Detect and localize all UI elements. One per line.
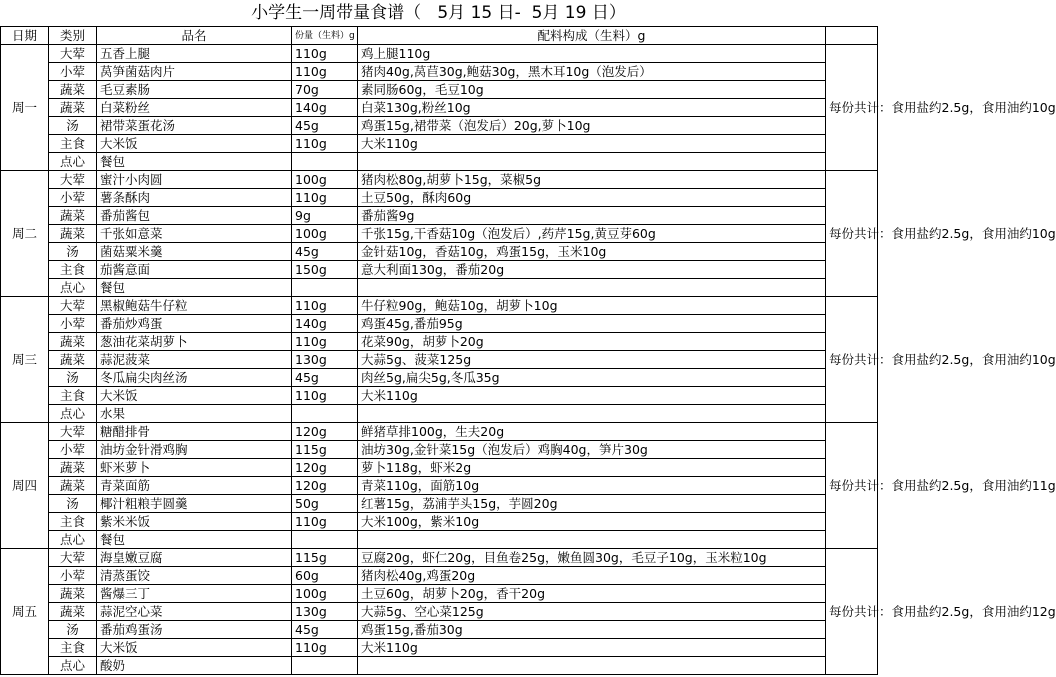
dish-cell: 虾米萝卜 xyxy=(97,459,292,477)
table-row xyxy=(1,351,878,369)
table-row xyxy=(1,567,878,585)
category-cell: 蔬菜 xyxy=(49,459,97,477)
ingredients-cell: 红薯15g，荔浦芋头15g，芋圆20g xyxy=(358,495,826,513)
category-cell: 主食 xyxy=(49,387,97,405)
table-row xyxy=(1,549,878,567)
category-cell: 汤 xyxy=(49,369,97,387)
amount-cell xyxy=(292,279,358,297)
table-row xyxy=(1,477,878,495)
amount-cell xyxy=(292,153,358,171)
ingredients-cell: 大蒜5g、菠菜125g xyxy=(358,351,826,369)
table-row xyxy=(1,603,878,621)
amount-cell: 45g xyxy=(292,369,358,387)
header-amount: 份量（生料）g xyxy=(292,27,358,45)
table-row xyxy=(1,405,878,423)
menu-title: 小学生一周带量食谱（ 5月 15 日- 5月 19 日） xyxy=(251,3,626,23)
category-cell: 大荤 xyxy=(49,549,97,567)
table-row xyxy=(1,657,878,675)
dish-cell: 莴笋菌菇肉片 xyxy=(97,63,292,81)
table-row xyxy=(1,45,878,63)
amount-cell: 100g xyxy=(292,585,358,603)
ingredients-cell: 鲜猪草排100g，生夫20g xyxy=(358,423,826,441)
category-cell: 小荤 xyxy=(49,441,97,459)
dish-cell: 蜜汁小肉圆 xyxy=(97,171,292,189)
dish-cell: 海皇嫩豆腐 xyxy=(97,549,292,567)
ingredients-cell: 萝卜118g，虾米2g xyxy=(358,459,826,477)
category-cell: 小荤 xyxy=(49,63,97,81)
category-cell: 点心 xyxy=(49,657,97,675)
ingredients-cell: 意大利面130g，番茄20g xyxy=(358,261,826,279)
ingredients-cell xyxy=(358,531,826,549)
amount-cell xyxy=(292,531,358,549)
amount-cell: 100g xyxy=(292,171,358,189)
dish-cell: 五香上腿 xyxy=(97,45,292,63)
ingredients-cell: 大米110g xyxy=(358,135,826,153)
table-row xyxy=(1,81,878,99)
table-row xyxy=(1,117,878,135)
category-cell: 大荤 xyxy=(49,423,97,441)
category-cell: 汤 xyxy=(49,117,97,135)
ingredients-cell: 土豆60g，胡萝卜20g，香干20g xyxy=(358,585,826,603)
table-row xyxy=(1,189,878,207)
nutrition-note: 每份共计：食用盐约2.5g，食用油约10g xyxy=(826,297,878,423)
category-cell: 大荤 xyxy=(49,171,97,189)
table-row xyxy=(1,369,878,387)
amount-cell: 100g xyxy=(292,225,358,243)
amount-cell: 110g xyxy=(292,333,358,351)
table-row xyxy=(1,333,878,351)
category-cell: 蔬菜 xyxy=(49,81,97,99)
ingredients-cell: 猪肉40g,莴苣30g,鲍菇30g，黑木耳10g（泡发后） xyxy=(358,63,826,81)
nutrition-note: 每份共计：食用盐约2.5g，食用油约10g xyxy=(826,171,878,297)
amount-cell: 110g xyxy=(292,639,358,657)
table-row xyxy=(1,225,878,243)
dish-cell: 餐包 xyxy=(97,279,292,297)
table-row xyxy=(1,153,878,171)
dish-cell: 番茄炒鸡蛋 xyxy=(97,315,292,333)
table-row xyxy=(1,513,878,531)
category-cell: 小荤 xyxy=(49,315,97,333)
dish-cell: 大米饭 xyxy=(97,387,292,405)
ingredients-cell: 鸡蛋15g,裙带菜（泡发后）20g,萝卜10g xyxy=(358,117,826,135)
amount-cell: 140g xyxy=(292,99,358,117)
ingredients-cell: 大米110g xyxy=(358,639,826,657)
ingredients-cell: 肉丝5g,扁尖5g,冬瓜35g xyxy=(358,369,826,387)
ingredients-cell xyxy=(358,405,826,423)
table-row xyxy=(1,621,878,639)
nutrition-note: 每份共计：食用盐约2.5g，食用油约12g xyxy=(826,549,878,675)
table-row xyxy=(1,459,878,477)
dish-cell: 黑椒鲍菇牛仔粒 xyxy=(97,297,292,315)
category-cell: 点心 xyxy=(49,153,97,171)
dish-cell: 白菜粉丝 xyxy=(97,99,292,117)
day-cell: 周二 xyxy=(1,171,49,297)
table-row xyxy=(1,585,878,603)
amount-cell: 120g xyxy=(292,423,358,441)
ingredients-cell: 鸡蛋15g,番茄30g xyxy=(358,621,826,639)
amount-cell: 140g xyxy=(292,315,358,333)
category-cell: 点心 xyxy=(49,405,97,423)
category-cell: 点心 xyxy=(49,279,97,297)
ingredients-cell xyxy=(358,153,826,171)
day-cell: 周五 xyxy=(1,549,49,675)
amount-cell: 120g xyxy=(292,477,358,495)
dish-cell: 大米饭 xyxy=(97,639,292,657)
amount-cell: 110g xyxy=(292,45,358,63)
amount-cell: 70g xyxy=(292,81,358,99)
amount-cell: 120g xyxy=(292,459,358,477)
category-cell: 蔬菜 xyxy=(49,207,97,225)
ingredients-cell xyxy=(358,279,826,297)
dish-cell: 千张如意菜 xyxy=(97,225,292,243)
dish-cell: 裙带菜蛋花汤 xyxy=(97,117,292,135)
table-row xyxy=(1,171,878,189)
nutrition-note: 每份共计：食用盐约2.5g，食用油约11g xyxy=(826,423,878,549)
ingredients-cell: 大米110g xyxy=(358,387,826,405)
dish-cell: 水果 xyxy=(97,405,292,423)
header-category: 类别 xyxy=(49,27,97,45)
ingredients-cell: 大蒜5g、空心菜125g xyxy=(358,603,826,621)
dish-cell: 紫米米饭 xyxy=(97,513,292,531)
amount-cell xyxy=(292,405,358,423)
menu-table xyxy=(0,26,1056,675)
category-cell: 小荤 xyxy=(49,567,97,585)
amount-cell: 115g xyxy=(292,441,358,459)
dish-cell: 茄酱意面 xyxy=(97,261,292,279)
dish-cell: 酸奶 xyxy=(97,657,292,675)
category-cell: 主食 xyxy=(49,513,97,531)
table-row xyxy=(1,261,878,279)
amount-cell: 50g xyxy=(292,495,358,513)
table-row xyxy=(1,495,878,513)
dish-cell: 青菜面筋 xyxy=(97,477,292,495)
ingredients-cell: 土豆50g，酥肉60g xyxy=(358,189,826,207)
category-cell: 汤 xyxy=(49,243,97,261)
table-row xyxy=(1,423,878,441)
dish-cell: 清蒸蛋饺 xyxy=(97,567,292,585)
category-cell: 大荤 xyxy=(49,297,97,315)
amount-cell: 45g xyxy=(292,243,358,261)
amount-cell: 9g xyxy=(292,207,358,225)
amount-cell: 115g xyxy=(292,549,358,567)
day-cell: 周四 xyxy=(1,423,49,549)
ingredients-cell: 金针菇10g，香菇10g，鸡蛋15g，玉米10g xyxy=(358,243,826,261)
header-day: 日期 xyxy=(1,27,49,45)
ingredients-cell: 番茄酱9g xyxy=(358,207,826,225)
category-cell: 汤 xyxy=(49,495,97,513)
table-row xyxy=(1,315,878,333)
table-row xyxy=(1,63,878,81)
category-cell: 主食 xyxy=(49,135,97,153)
day-cell: 周三 xyxy=(1,297,49,423)
dish-cell: 蒜泥空心菜 xyxy=(97,603,292,621)
dish-cell: 葱油花菜胡萝卜 xyxy=(97,333,292,351)
amount-cell: 60g xyxy=(292,567,358,585)
category-cell: 主食 xyxy=(49,261,97,279)
amount-cell: 150g xyxy=(292,261,358,279)
dish-cell: 冬瓜扁尖肉丝汤 xyxy=(97,369,292,387)
dish-cell: 菌菇粟米羹 xyxy=(97,243,292,261)
category-cell: 蔬菜 xyxy=(49,225,97,243)
amount-cell: 130g xyxy=(292,351,358,369)
amount-cell: 130g xyxy=(292,603,358,621)
amount-cell: 110g xyxy=(292,387,358,405)
dish-cell: 餐包 xyxy=(97,531,292,549)
dish-cell: 大米饭 xyxy=(97,135,292,153)
table-row xyxy=(1,135,878,153)
header-ingredients: 配料构成（生料）g xyxy=(358,27,826,45)
amount-cell: 110g xyxy=(292,135,358,153)
ingredients-cell: 白菜130g,粉丝10g xyxy=(358,99,826,117)
day-cell: 周一 xyxy=(1,45,49,171)
header-note xyxy=(826,27,878,45)
ingredients-cell: 鸡蛋45g,番茄95g xyxy=(358,315,826,333)
ingredients-cell: 豆腐20g，虾仁20g，目鱼卷25g，嫩鱼圆30g，毛豆子10g，玉米粒10g xyxy=(358,549,826,567)
category-cell: 蔬菜 xyxy=(49,333,97,351)
category-cell: 蔬菜 xyxy=(49,477,97,495)
table-row xyxy=(1,441,878,459)
ingredients-cell: 青菜110g，面筋10g xyxy=(358,477,826,495)
category-cell: 主食 xyxy=(49,639,97,657)
table-row xyxy=(1,207,878,225)
dish-cell: 毛豆素肠 xyxy=(97,81,292,99)
table-row xyxy=(1,279,878,297)
table-row xyxy=(1,387,878,405)
category-cell: 蔬菜 xyxy=(49,351,97,369)
amount-cell: 110g xyxy=(292,297,358,315)
ingredients-cell: 牛仔粒90g，鲍菇10g，胡萝卜10g xyxy=(358,297,826,315)
amount-cell: 45g xyxy=(292,621,358,639)
category-cell: 大荤 xyxy=(49,45,97,63)
amount-cell: 45g xyxy=(292,117,358,135)
category-cell: 蔬菜 xyxy=(49,585,97,603)
dish-cell: 薯条酥肉 xyxy=(97,189,292,207)
category-cell: 小荤 xyxy=(49,189,97,207)
category-cell: 蔬菜 xyxy=(49,603,97,621)
table-row xyxy=(1,99,878,117)
ingredients-cell: 素同肠60g，毛豆10g xyxy=(358,81,826,99)
dish-cell: 酱爆三丁 xyxy=(97,585,292,603)
dish-cell: 番茄酱包 xyxy=(97,207,292,225)
amount-cell: 110g xyxy=(292,189,358,207)
ingredients-cell: 猪肉松40g,鸡蛋20g xyxy=(358,567,826,585)
ingredients-cell: 花菜90g，胡萝卜20g xyxy=(358,333,826,351)
ingredients-cell xyxy=(358,657,826,675)
dish-cell: 餐包 xyxy=(97,153,292,171)
category-cell: 汤 xyxy=(49,621,97,639)
header-dish: 品名 xyxy=(97,27,292,45)
amount-cell xyxy=(292,657,358,675)
amount-cell: 110g xyxy=(292,63,358,81)
ingredients-cell: 油坊30g,金针菜15g（泡发后）鸡胸40g，笋片30g xyxy=(358,441,826,459)
table-row xyxy=(1,531,878,549)
ingredients-cell: 千张15g,干香菇10g（泡发后）,药芹15g,黄豆芽60g xyxy=(358,225,826,243)
table-row xyxy=(1,297,878,315)
table-row xyxy=(1,639,878,657)
dish-cell: 番茄鸡蛋汤 xyxy=(97,621,292,639)
category-cell: 点心 xyxy=(49,531,97,549)
table-row xyxy=(1,243,878,261)
amount-cell: 110g xyxy=(292,513,358,531)
nutrition-note: 每份共计：食用盐约2.5g，食用油约10g xyxy=(826,45,878,171)
ingredients-cell: 鸡上腿110g xyxy=(358,45,826,63)
dish-cell: 蒜泥菠菜 xyxy=(97,351,292,369)
header-row xyxy=(1,27,878,45)
ingredients-cell: 猪肉松80g,胡萝卜15g，菜椒5g xyxy=(358,171,826,189)
dish-cell: 糖醋排骨 xyxy=(97,423,292,441)
ingredients-cell: 大米100g，紫米10g xyxy=(358,513,826,531)
dish-cell: 油坊金针滑鸡胸 xyxy=(97,441,292,459)
category-cell: 蔬菜 xyxy=(49,99,97,117)
dish-cell: 椰汁粗粮芋圆羹 xyxy=(97,495,292,513)
